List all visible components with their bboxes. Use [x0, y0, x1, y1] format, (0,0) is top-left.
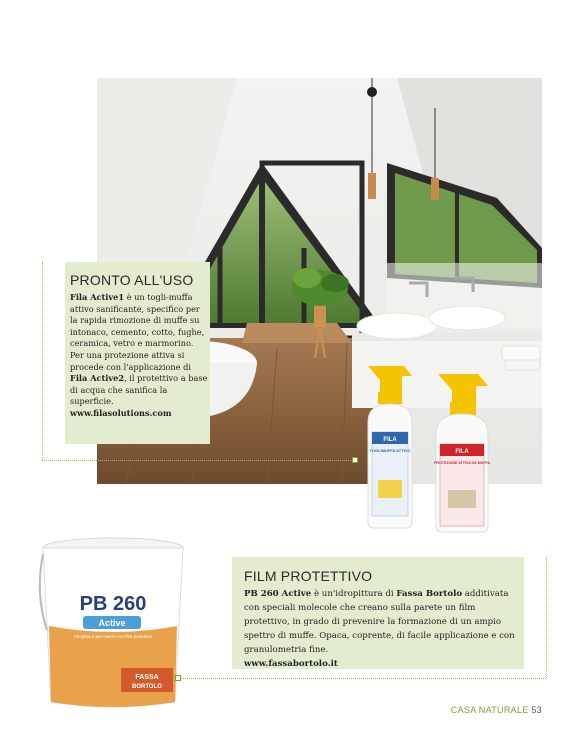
bucket-subtitle: Idropittura per interni con film protettivo	[73, 634, 153, 639]
page-footer	[451, 705, 542, 715]
box2-brand2: Fassa Bortolo	[396, 589, 463, 599]
footer-page-number: 53	[531, 705, 542, 715]
bucket-badge: Active	[98, 618, 126, 628]
bottle-left-brand: FILA	[383, 437, 397, 443]
connector2-end-marker	[175, 675, 181, 681]
film-protettivo-box	[232, 557, 524, 669]
connector-end-marker	[352, 457, 358, 463]
connector2-line-bottom	[180, 678, 546, 679]
bottle-right-brand: FILA	[455, 449, 469, 455]
pb260-paint-bucket	[37, 534, 189, 709]
pronto-all-uso-box	[65, 262, 210, 444]
box1-url: www.filasolutions.com	[70, 407, 172, 418]
bottle-left-label: TOGLIMUFFA ATTIVO	[369, 448, 411, 453]
box1-brand2: Fila Active2	[70, 373, 125, 384]
box2-title: FILM PROTETTIVO	[244, 568, 373, 584]
box2-brand1: PB 260 Active	[244, 589, 312, 599]
connector-line-bottom	[42, 460, 355, 461]
box1-text	[70, 292, 208, 420]
box1-text2: , il protettivo a base di acqua che sanifica la superficie.	[70, 373, 208, 407]
box1-text1: è un togli-muffa attivo sanificante, specifico per la rapida rimozione di muffe su intonaco, cemento, cotto, fughe, ceramica, vetro e marmorino. Per una protezione attiva si procede con l'applicazione di	[70, 292, 205, 372]
connector2-line-right	[546, 557, 547, 678]
bucket-brand-line1: FASSA	[135, 674, 159, 681]
bottle-right-label: PROTEZIONE ATTIVA DA MUFFA	[434, 461, 490, 465]
box2-url: www.fassabortolo.it	[244, 659, 338, 669]
bucket-product-name: PB 260	[79, 593, 147, 615]
fila-spray-bottles	[360, 352, 520, 534]
connector-line-left	[42, 262, 43, 460]
box2-text	[244, 587, 520, 671]
box1-brand1: Fila Active1	[70, 292, 125, 302]
box2-text1: è un'idropittura di	[311, 589, 397, 599]
bucket-brand-line2: BORTOLO	[132, 684, 162, 690]
box2-text2: additivata con speciali molecole che creano sulla parete un film protettivo, in grado di prevenire la formazione di un ampio spettro di muffe. Opaca, coprente, di facile applicazione e con granulometria fine.	[244, 589, 515, 655]
footer-magazine: CASA NATURALE	[450, 705, 529, 715]
box1-title: PRONTO ALL'USO	[70, 272, 194, 288]
